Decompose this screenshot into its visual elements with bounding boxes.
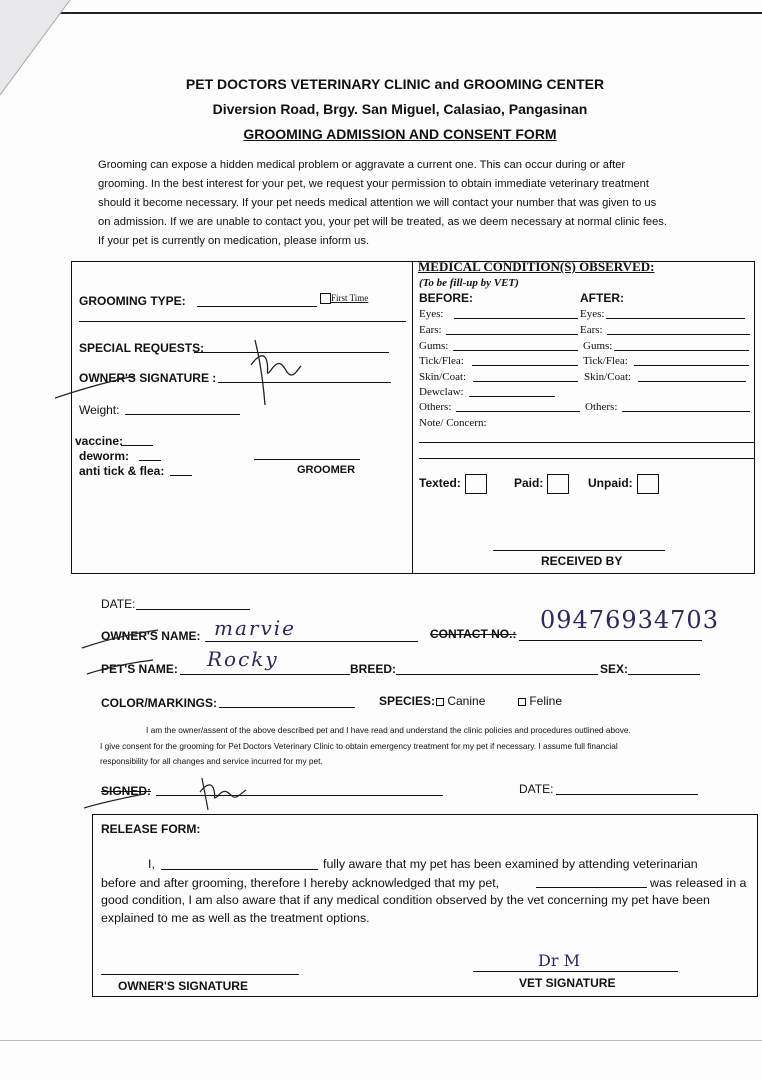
- release-line-1b: fully aware that my pet has been examined by attending veterinarian: [323, 857, 698, 871]
- weight-field[interactable]: [125, 414, 240, 415]
- intro-line: Grooming can expose a hidden medical problem or aggravate a current one. This can occur during or after: [98, 159, 626, 171]
- received-by-line[interactable]: [493, 550, 665, 551]
- before-others-label: Others:: [419, 401, 452, 413]
- top-box-divider: [412, 261, 413, 573]
- before-gums-label: Gums:: [419, 340, 449, 352]
- contact-field[interactable]: [519, 640, 702, 641]
- intro-line: grooming. In the best interest for your pet, we request your permission to obtain immediate veterinary treatment: [98, 178, 649, 190]
- before-dewclaw-label: Dewclaw:: [419, 386, 464, 398]
- texted-checkbox[interactable]: [465, 474, 487, 494]
- date-field[interactable]: [136, 609, 250, 610]
- paid-field[interactable]: [514, 474, 569, 494]
- pet-name-strike: [85, 654, 155, 678]
- after-others-field[interactable]: [622, 411, 750, 412]
- owner-name-field[interactable]: [205, 641, 418, 642]
- unpaid-field[interactable]: [588, 474, 659, 494]
- sex-field[interactable]: [628, 674, 700, 675]
- before-skincoat-label: Skin/Coat:: [419, 371, 467, 383]
- date2-field[interactable]: [556, 794, 698, 795]
- vaccine-field[interactable]: [121, 445, 153, 446]
- after-others-label: Others:: [585, 401, 618, 413]
- color-markings-label: COLOR/MARKINGS:: [101, 696, 217, 710]
- note-concern-label: Note/ Concern:: [419, 417, 487, 429]
- intro-paragraph: [98, 156, 718, 251]
- medical-subtitle: (To be fill-up by VET): [419, 277, 519, 289]
- vet-initials: Dr M: [538, 951, 580, 970]
- paid-checkbox[interactable]: [547, 474, 569, 494]
- date-label: DATE:: [101, 597, 136, 611]
- anti-tick-field[interactable]: [170, 475, 192, 476]
- color-markings-field[interactable]: [219, 707, 355, 708]
- after-eyes-label: Eyes:: [580, 308, 605, 320]
- weight-label: Weight:: [79, 403, 120, 417]
- page-bottom-rule: [0, 1040, 762, 1041]
- before-tickflea-label: Tick/Flea:: [419, 355, 464, 367]
- vaccine-label: vaccine:: [75, 434, 124, 448]
- grooming-type-label: GROOMING TYPE:: [79, 294, 186, 308]
- owner-name-value: marvie: [214, 616, 296, 640]
- owner-name-label: OWNER'S NAME:: [101, 629, 201, 643]
- before-dewclaw-field[interactable]: [469, 396, 555, 397]
- before-gums-field[interactable]: [453, 350, 578, 351]
- species-label: SPECIES:: [379, 694, 436, 708]
- deworm-field[interactable]: [139, 460, 161, 461]
- vet-signature-label: VET SIGNATURE: [519, 976, 616, 990]
- consent-line-3: responsibility for all changes and service incurred for my pet.: [100, 756, 323, 766]
- groomer-signature-line[interactable]: [254, 459, 360, 460]
- release-pet-name-field[interactable]: [536, 887, 647, 888]
- pet-name-label: PET'S NAME:: [101, 662, 178, 676]
- after-ears-field[interactable]: [607, 334, 750, 335]
- consent-line-2: I give consent for the grooming for Pet Doctors Veterinary Clinic to obtain emergency treatment for my pet if necessary. I assume full financial: [100, 741, 618, 751]
- note-concern-line2[interactable]: [419, 458, 754, 459]
- grooming-type-line2[interactable]: [79, 321, 406, 322]
- signed-label: SIGNED:: [101, 784, 152, 798]
- after-skincoat-label: Skin/Coat:: [584, 371, 632, 383]
- page-top-rule: [30, 12, 762, 14]
- signed-scribble: [84, 770, 264, 815]
- after-tickflea-label: Tick/Flea:: [583, 355, 628, 367]
- vet-signature-line[interactable]: [473, 971, 678, 972]
- after-eyes-field[interactable]: [606, 318, 745, 319]
- pet-name-field[interactable]: [180, 674, 350, 675]
- consent-line-1: I am the owner/assent of the above described pet and I have read and understand the clinic policies and procedures outlined above.: [146, 725, 631, 735]
- intro-line: If your pet is currently on medication, please inform us.: [98, 235, 370, 247]
- pet-name-value: Rocky: [207, 647, 279, 671]
- grooming-type-field[interactable]: [197, 306, 317, 307]
- before-tickflea-field[interactable]: [472, 365, 578, 366]
- canine-label: Canine: [447, 694, 486, 708]
- unpaid-checkbox[interactable]: [637, 474, 659, 494]
- first-time-option[interactable]: [320, 293, 368, 304]
- before-eyes-field[interactable]: [454, 318, 578, 319]
- release-owner-name-field[interactable]: [161, 869, 318, 870]
- intro-line: should it become necessary. If your pet needs medical attention we will contact your number that was given to us: [98, 197, 657, 209]
- before-ears-field[interactable]: [446, 334, 578, 335]
- groomer-label: GROOMER: [297, 464, 356, 476]
- canine-checkbox[interactable]: [436, 698, 444, 706]
- canine-option[interactable]: [436, 694, 485, 708]
- owner-signature-label: OWNER'S SIGNATURE :: [79, 371, 217, 385]
- deworm-label: deworm:: [79, 449, 130, 463]
- note-concern-line1[interactable]: [419, 442, 754, 443]
- feline-checkbox[interactable]: [518, 698, 526, 706]
- special-requests-label: SPECIAL REQUESTS:: [79, 341, 205, 355]
- unpaid-label: Unpaid:: [588, 476, 633, 491]
- feline-option[interactable]: [518, 694, 562, 708]
- first-time-checkbox[interactable]: [320, 293, 331, 304]
- release-line-1a: I,: [148, 857, 155, 871]
- after-skincoat-field[interactable]: [638, 381, 746, 382]
- release-line-3: good condition, I am also aware that if any medical condition observed by the vet concerning my pet have been: [101, 893, 710, 907]
- release-line-2b: was released in a: [650, 876, 747, 890]
- first-time-label: First Time: [331, 293, 369, 303]
- after-tickflea-field[interactable]: [634, 365, 749, 366]
- form-title: GROOMING ADMISSION AND CONSENT FORM: [243, 126, 557, 142]
- release-line-4: explained to me as well as the treatment options.: [101, 911, 370, 925]
- intro-line: on admission. If we are unable to contact you, your pet will be treated, as we deem necessary at normal clinic fees.: [98, 216, 667, 228]
- release-owner-signature-label: OWNER'S SIGNATURE: [118, 979, 248, 993]
- before-others-field[interactable]: [456, 411, 580, 412]
- contact-value: 09476934703: [540, 606, 719, 634]
- before-ears-label: Ears:: [419, 324, 442, 336]
- clinic-address: Diversion Road, Brgy. San Miguel, Calasiao, Pangasinan: [212, 101, 588, 117]
- before-eyes-label: Eyes:: [419, 308, 444, 320]
- after-heading: AFTER:: [580, 291, 624, 305]
- anti-tick-label: anti tick & flea:: [79, 464, 165, 478]
- date2-label: DATE:: [519, 782, 554, 796]
- release-title: RELEASE FORM:: [101, 822, 201, 836]
- paid-label: Paid:: [514, 476, 544, 491]
- sex-label: SEX:: [600, 662, 629, 676]
- after-gums-field[interactable]: [614, 350, 749, 351]
- breed-field[interactable]: [396, 674, 598, 675]
- after-gums-label: Gums:: [583, 340, 613, 352]
- received-by-label: RECEIVED BY: [541, 554, 623, 568]
- release-owner-signature-line[interactable]: [101, 974, 299, 975]
- medical-title: MEDICAL CONDITION(S) OBSERVED:: [418, 259, 655, 274]
- after-ears-label: Ears:: [580, 324, 603, 336]
- breed-label: BREED:: [350, 662, 397, 676]
- clinic-name: PET DOCTORS VETERINARY CLINIC and GROOMING CENTER: [185, 76, 605, 92]
- owner-name-strike: [80, 626, 160, 650]
- contact-label: CONTACT NO.:: [430, 627, 517, 641]
- texted-label: Texted:: [419, 476, 461, 491]
- release-line-2a: before and after grooming, therefore I hereby acknowledged that my pet,: [101, 876, 500, 890]
- before-heading: BEFORE:: [419, 291, 473, 305]
- feline-label: Feline: [529, 694, 563, 708]
- before-skincoat-field[interactable]: [473, 381, 578, 382]
- texted-field[interactable]: [419, 474, 487, 494]
